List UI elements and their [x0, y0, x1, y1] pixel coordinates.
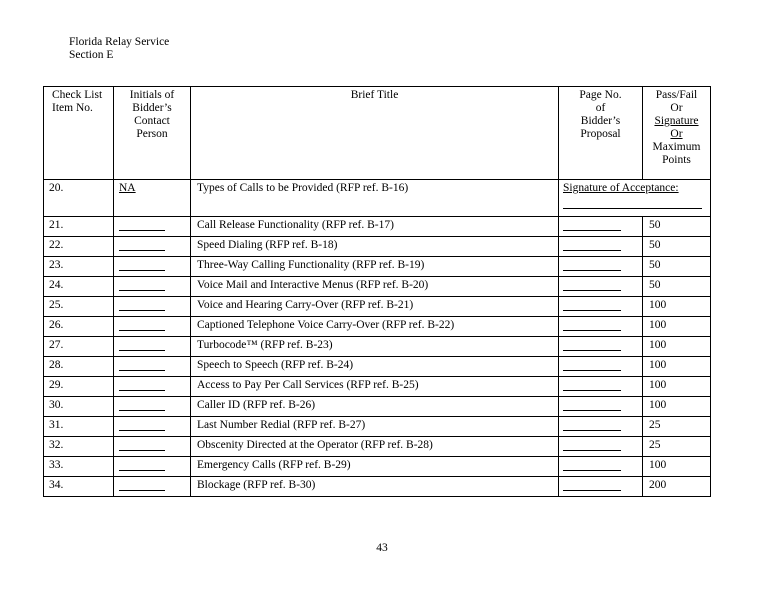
- header-item-no: [44, 87, 114, 180]
- page-no-cell: [559, 237, 643, 257]
- header-service-name: Florida Relay Service: [69, 36, 170, 48]
- page-number: 43: [376, 542, 388, 554]
- table-row: [44, 217, 711, 237]
- item-title: Caller ID (RFP ref. B-26): [191, 397, 559, 417]
- initials-cell: [114, 377, 191, 397]
- signature-line[interactable]: [563, 208, 702, 209]
- page-no-blank[interactable]: [563, 319, 621, 331]
- item-title: Speed Dialing (RFP ref. B-18): [191, 237, 559, 257]
- page-no-blank[interactable]: [563, 459, 621, 471]
- max-points: 50: [643, 277, 711, 297]
- page-no-cell: [559, 417, 643, 437]
- max-points: 100: [643, 297, 711, 317]
- item-title: Types of Calls to be Provided (RFP ref. B-16): [191, 180, 559, 217]
- initials-blank[interactable]: [119, 479, 165, 491]
- page-no-blank[interactable]: [563, 219, 621, 231]
- checklist-table: [43, 86, 711, 497]
- header-pass-fail-line: Signature: [654, 115, 699, 127]
- item-number: 21.: [44, 217, 114, 237]
- initials-value: NA: [119, 182, 136, 194]
- initials-blank[interactable]: [119, 299, 165, 311]
- page-no-cell: [559, 297, 643, 317]
- table-row: [44, 317, 711, 337]
- initials-blank[interactable]: [119, 339, 165, 351]
- table-row: [44, 397, 711, 417]
- header-item-no-line: Item No.: [52, 102, 93, 114]
- max-points: 50: [643, 237, 711, 257]
- initials-blank[interactable]: [119, 259, 165, 271]
- initials-cell: [114, 237, 191, 257]
- max-points: 50: [643, 257, 711, 277]
- page-no-blank[interactable]: [563, 359, 621, 371]
- max-points: 100: [643, 337, 711, 357]
- header-initials-line: Person: [136, 128, 168, 140]
- initials-cell: [114, 277, 191, 297]
- item-title: Call Release Functionality (RFP ref. B-17): [191, 217, 559, 237]
- table-row: [44, 297, 711, 317]
- header-page-no-line: Proposal: [580, 128, 621, 140]
- max-points: 100: [643, 457, 711, 477]
- header-item-no-line: Check List: [52, 89, 103, 101]
- header-pass-fail-line: Maximum: [652, 141, 701, 153]
- table-row: [44, 277, 711, 297]
- item-title: Voice and Hearing Carry-Over (RFP ref. B-21): [191, 297, 559, 317]
- item-title: Voice Mail and Interactive Menus (RFP ref. B-20): [191, 277, 559, 297]
- item-number: 23.: [44, 257, 114, 277]
- table-row: [44, 237, 711, 257]
- item-number: 31.: [44, 417, 114, 437]
- header-pass-fail-line: Or: [670, 128, 683, 140]
- item-number: 27.: [44, 337, 114, 357]
- page-no-blank[interactable]: [563, 419, 621, 431]
- page-no-blank[interactable]: [563, 439, 621, 451]
- initials-blank[interactable]: [119, 319, 165, 331]
- item-title: Captioned Telephone Voice Carry-Over (RFP ref. B-22): [191, 317, 559, 337]
- item-number: 25.: [44, 297, 114, 317]
- page-no-cell: [559, 257, 643, 277]
- document-header: [69, 36, 169, 62]
- initials-cell: [114, 417, 191, 437]
- max-points: 100: [643, 357, 711, 377]
- page-no-cell: [559, 357, 643, 377]
- initials-cell: [114, 217, 191, 237]
- initials-blank[interactable]: [119, 459, 165, 471]
- page-no-blank[interactable]: [563, 379, 621, 391]
- header-section: Section E: [69, 49, 114, 61]
- initials-blank[interactable]: [119, 439, 165, 451]
- page-no-cell: [559, 437, 643, 457]
- page-no-blank[interactable]: [563, 479, 621, 491]
- initials-blank[interactable]: [119, 219, 165, 231]
- table-row: [44, 180, 711, 217]
- page-no-cell: [559, 217, 643, 237]
- max-points: 25: [643, 417, 711, 437]
- table-row: [44, 257, 711, 277]
- initials-blank[interactable]: [119, 279, 165, 291]
- max-points: 100: [643, 397, 711, 417]
- initials-cell: [114, 257, 191, 277]
- page-no-cell: [559, 477, 643, 497]
- page-no-blank[interactable]: [563, 279, 621, 291]
- signature-label: Signature of Acceptance:: [563, 182, 679, 194]
- initials-cell: [114, 357, 191, 377]
- item-number: 34.: [44, 477, 114, 497]
- header-initials: [114, 87, 191, 180]
- max-points: 100: [643, 377, 711, 397]
- max-points: 100: [643, 317, 711, 337]
- header-page-no-line: Bidder’s: [580, 115, 621, 127]
- page-no-cell: [559, 337, 643, 357]
- initials-cell: [114, 297, 191, 317]
- item-number: 30.: [44, 397, 114, 417]
- initials-cell: [114, 477, 191, 497]
- initials-blank[interactable]: [119, 379, 165, 391]
- initials-blank[interactable]: [119, 239, 165, 251]
- header-pass-fail-line: Pass/Fail: [655, 89, 698, 101]
- item-number: 20.: [44, 180, 114, 217]
- item-title: Access to Pay Per Call Services (RFP ref. B-25): [191, 377, 559, 397]
- page-no-blank[interactable]: [563, 259, 621, 271]
- initials-blank[interactable]: [119, 359, 165, 371]
- initials-cell: [114, 457, 191, 477]
- item-title: Last Number Redial (RFP ref. B-27): [191, 417, 559, 437]
- page-no-blank[interactable]: [563, 339, 621, 351]
- page-no-cell: [559, 397, 643, 417]
- header-pass-fail-line: Points: [662, 154, 691, 166]
- item-title: Three-Way Calling Functionality (RFP ref. B-19): [191, 257, 559, 277]
- table-row: [44, 377, 711, 397]
- item-number: 22.: [44, 237, 114, 257]
- page-no-cell: [559, 457, 643, 477]
- table-row: [44, 477, 711, 497]
- item-title: Obscenity Directed at the Operator (RFP ref. B-28): [191, 437, 559, 457]
- initials-cell: [114, 397, 191, 417]
- page-no-blank[interactable]: [563, 299, 621, 311]
- item-number: 26.: [44, 317, 114, 337]
- page-no-cell: [559, 277, 643, 297]
- table-row: [44, 337, 711, 357]
- max-points: 25: [643, 437, 711, 457]
- table-header-row: [44, 87, 711, 180]
- header-initials-line: Initials of: [129, 89, 175, 101]
- header-page-no-line: Page No.: [579, 89, 622, 101]
- item-number: 29.: [44, 377, 114, 397]
- item-number: 33.: [44, 457, 114, 477]
- page-no-blank[interactable]: [563, 399, 621, 411]
- item-title: Emergency Calls (RFP ref. B-29): [191, 457, 559, 477]
- item-number: 24.: [44, 277, 114, 297]
- initials-cell: [114, 437, 191, 457]
- table-row: [44, 457, 711, 477]
- page-no-cell: [559, 317, 643, 337]
- initials-cell: [114, 317, 191, 337]
- initials-cell: [114, 180, 191, 217]
- signature-cell[interactable]: [559, 180, 711, 217]
- initials-blank[interactable]: [119, 419, 165, 431]
- initials-cell: [114, 337, 191, 357]
- item-title: Speech to Speech (RFP ref. B-24): [191, 357, 559, 377]
- initials-blank[interactable]: [119, 399, 165, 411]
- header-brief-title: Brief Title: [191, 87, 559, 180]
- header-pass-fail-line: Or: [670, 102, 683, 114]
- table-row: [44, 417, 711, 437]
- header-initials-line: Bidder’s: [132, 102, 172, 114]
- page-no-blank[interactable]: [563, 239, 621, 251]
- max-points: 50: [643, 217, 711, 237]
- header-initials-line: Contact: [134, 115, 170, 127]
- header-page-no-line: of: [595, 102, 606, 114]
- item-number: 28.: [44, 357, 114, 377]
- max-points: 200: [643, 477, 711, 497]
- page-no-cell: [559, 377, 643, 397]
- header-page-no: [559, 87, 643, 180]
- header-pass-fail: [643, 87, 711, 180]
- table-row: [44, 357, 711, 377]
- item-number: 32.: [44, 437, 114, 457]
- item-title: Blockage (RFP ref. B-30): [191, 477, 559, 497]
- table-row: [44, 437, 711, 457]
- item-title: Turbocode™ (RFP ref. B-23): [191, 337, 559, 357]
